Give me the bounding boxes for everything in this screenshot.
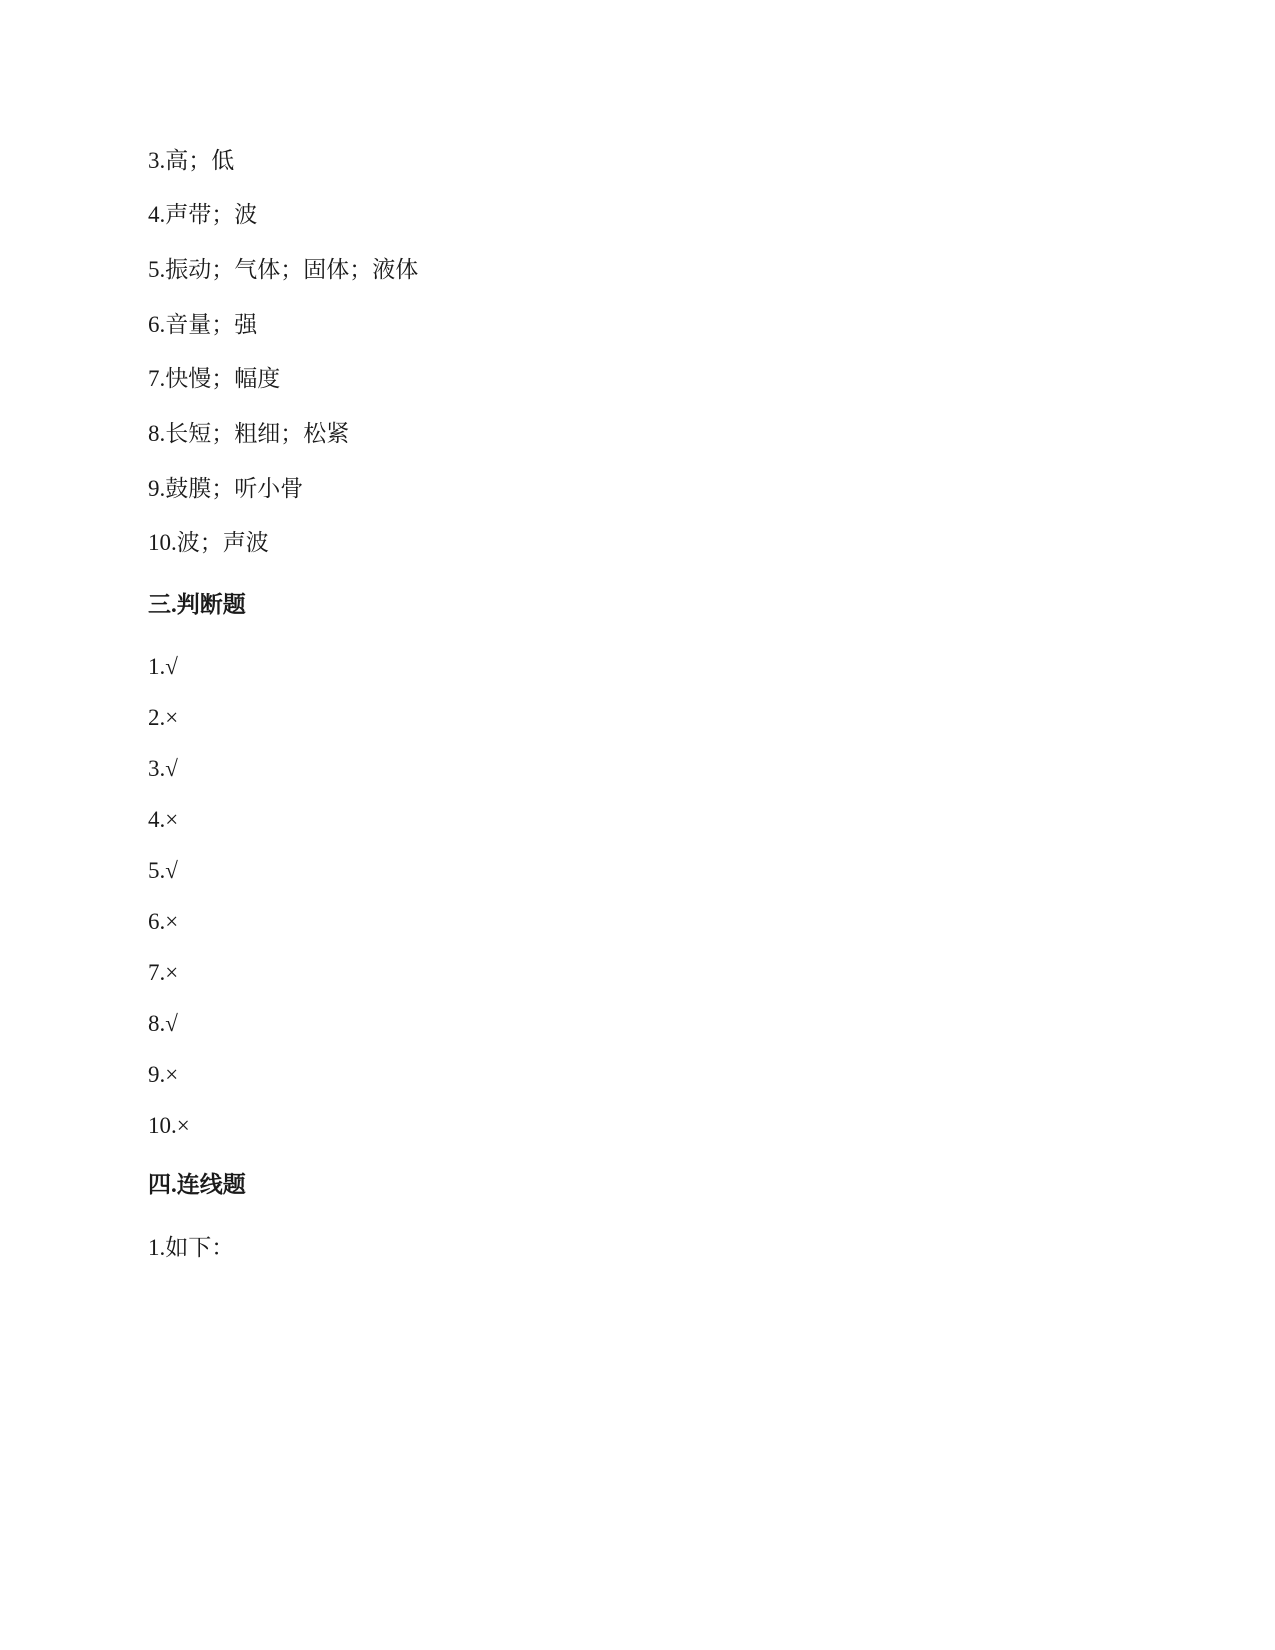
section-heading-judgement: 三.判断题 <box>148 592 246 617</box>
fill-answer-8: 8.长短；粗细；松紧 <box>148 421 350 446</box>
judgement-answer-1: 1.√ <box>148 654 178 679</box>
judgement-answer-2: 2.× <box>148 705 179 730</box>
fill-answer-7: 7.快慢；幅度 <box>148 366 281 391</box>
section-heading-matching: 四.连线题 <box>148 1172 246 1197</box>
fill-answer-6: 6.音量；强 <box>148 312 258 337</box>
matching-answer-1: 1.如下： <box>148 1235 235 1260</box>
judgement-answer-10: 10.× <box>148 1113 190 1138</box>
judgement-answer-6: 6.× <box>148 909 179 934</box>
judgement-answer-7: 7.× <box>148 960 179 985</box>
judgement-answer-3: 3.√ <box>148 756 178 781</box>
fill-answer-5: 5.振动；气体；固体；液体 <box>148 257 419 282</box>
fill-answer-10: 10.波；声波 <box>148 530 269 555</box>
judgement-answer-5: 5.√ <box>148 858 178 883</box>
fill-answer-9: 9.鼓膜；听小骨 <box>148 476 304 501</box>
judgement-answer-9: 9.× <box>148 1062 179 1087</box>
judgement-answer-8: 8.√ <box>148 1011 178 1036</box>
fill-answer-4: 4.声带；波 <box>148 202 258 227</box>
judgement-answer-4: 4.× <box>148 807 179 832</box>
fill-answer-3: 3.高；低 <box>148 148 235 173</box>
